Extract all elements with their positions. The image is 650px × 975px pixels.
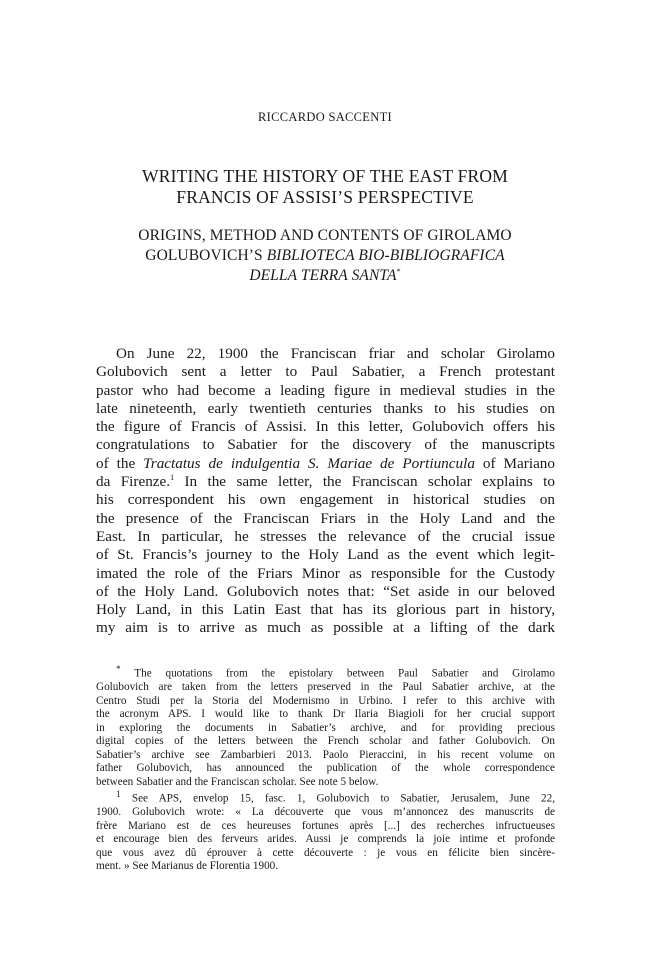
body-line: the presence of the Franciscan Friars in the Holy Land and the <box>96 509 555 527</box>
title-line-1: WRITING THE HISTORY OF THE EAST FROM <box>142 166 508 186</box>
footnote-line: father Golubovich, has announced the publication of the whole correspondence <box>96 762 555 775</box>
subtitle-line-3 <box>100 266 550 286</box>
body-line: congratulations to Sabatier for the discovery of the manuscripts <box>96 436 555 454</box>
italic-title: Tractatus de indulgentia S. Mariae de Portiuncula <box>143 454 475 472</box>
body-text <box>96 345 555 638</box>
body-line: his correspondent his own engagement in historical studies on <box>96 491 555 509</box>
title-line-2: FRANCIS OF ASSISI’S PERSPECTIVE <box>176 187 474 207</box>
body-line: late nineteenth, early twentieth centuries thanks to his studies on <box>96 399 555 417</box>
footnote-marker: * <box>396 266 401 276</box>
body-line: of the Tractatus de indulgentia S. Mariae de Portiuncula of Mariano <box>96 454 555 472</box>
body-line: On June 22, 1900 the Franciscan friar and scholar Girolamo <box>116 345 555 362</box>
footnotes <box>96 664 555 874</box>
footnote-line: in exploring the documents in Sabatier’s archive, and for providing precious <box>96 721 555 734</box>
subtitle-line-3-italic: DELLA TERRA SANTA <box>249 267 397 284</box>
article-title <box>110 166 540 208</box>
footnote-line: the acronym APS. I would like to thank Dr Ilaria Biagioli for her crucial support <box>96 708 555 721</box>
footnote-reference: 1 <box>116 790 121 801</box>
body-line: East. In particular, he stresses the relevance of the crucial issue <box>96 527 555 545</box>
body-line: imated the role of the Friars Minor as responsible for the Custody <box>96 564 555 582</box>
body-line: da Firenze.$^1$ In the same letter, the Franciscan scholar explains to <box>96 473 555 491</box>
footnote-reference: * <box>116 665 121 675</box>
body-line: Holy Land, in this Latin East that has its glorious part in history, <box>96 601 555 619</box>
body-line: of the Holy Land. Golubovich notes that: “Set aside in our beloved <box>96 582 555 600</box>
footnote-line: que vous avez dû éprouver à cette découverte : je vous en félicite bien sincère- <box>96 846 555 859</box>
subtitle-line-1: ORIGINS, METHOD AND CONTENTS OF GIROLAMO <box>138 227 512 244</box>
footnote-line: Sabatier’s archive see Zambarbieri 2013. Paolo Pieraccini, in his recent volume on <box>96 748 555 761</box>
footnote-line: ment. » See Marianus de Florentia 1900. <box>96 860 279 873</box>
footnote-line: Centro Studi per la Storia del Modernismo in Urbino. I refer to this archive with <box>96 694 555 707</box>
subtitle-line-2-plain: GOLUBOVICH’S <box>145 247 267 264</box>
body-line: the figure of Francis of Assisi. In this letter, Golubovich offers his <box>96 418 555 436</box>
article-subtitle <box>100 226 550 286</box>
body-line: pastor who had become a leading figure in medieval studies in the <box>96 381 555 399</box>
footnote-line: et encourage bien des ferveurs arides. Aussi je comprends la joie intime et profonde <box>96 833 555 846</box>
footnote-line: frère Mariano est de ces heureuses fortunes après [...] des recherches infructueuses <box>96 819 555 832</box>
footnote-line: digital copies of the letters between the French scholar and father Golubovich. On <box>96 735 555 748</box>
footnote-line: $^1$ See APS, envelop 15, fasc. 1, Golubovich to Sabatier, Jerusalem, June 22, <box>116 790 555 805</box>
footnote-reference: 1 <box>170 473 175 483</box>
body-line: Golubovich sent a letter to Paul Sabatier, a French protestant <box>96 363 555 381</box>
body-line: of St. Francis’s journey to the Holy Land as the event which legit- <box>96 546 555 564</box>
running-header-author: RICCARDO SACCENTI <box>258 110 392 124</box>
subtitle-line-2-italic: BIBLIOTECA BIO-BIBLIOGRAFICA <box>266 247 505 264</box>
footnote-line: Golubovich are taken from the letters preserved in the Paul Sabatier archive, at the <box>96 681 555 694</box>
footnote-line: between Sabatier and the Franciscan scholar. See note 5 below. <box>96 775 379 788</box>
subtitle-line-2 <box>100 246 550 266</box>
footnote-line: 1900. Golubovich wrote: « La découverte que vous m’annoncez des manuscrits de <box>96 806 555 819</box>
footnote-line: * The quotations from the epistolary between Paul Sabatier and Girolamo <box>116 665 555 680</box>
body-line: my aim is to arrive as much as possible at a lifting of the dark <box>96 619 555 637</box>
